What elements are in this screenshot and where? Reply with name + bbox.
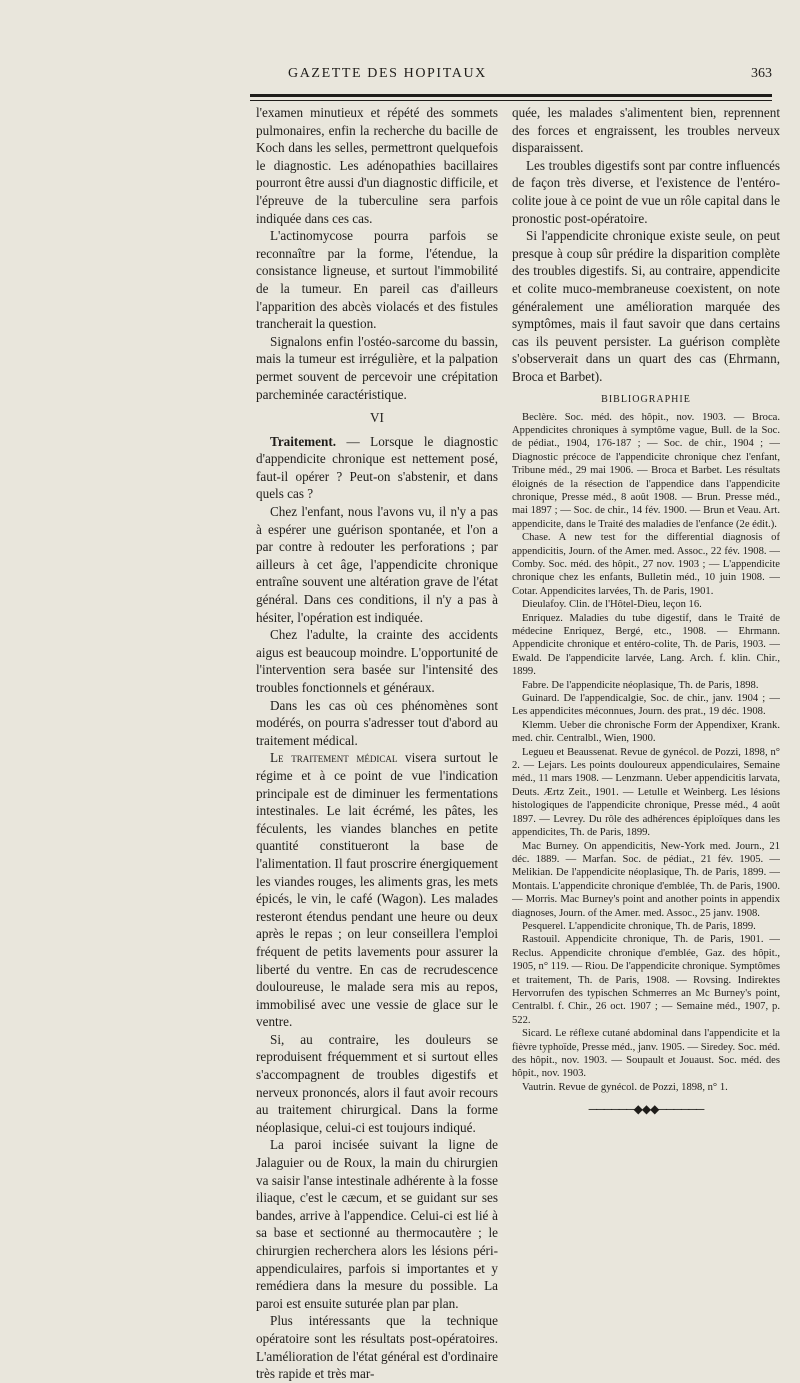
bib-entry: Enriquez. Maladies du tube digestif, dans le Traité de médecine Enriquez, Bergé, etc., 1908. — Ehrmann. Appendicite chronique et entéro-colite, Th. de Paris, 1903. — Ewald. De l'appendicite larvée, Lang. Arch. f. klin. Chir., 1899. <box>512 612 780 678</box>
bib-entry: Rastouil. Appendicite chronique, Th. de Paris, 1901. — Reclus. Appendicite chronique d'emblée, Gaz. des hôpit., 1905, n° 119. — Riou. De l'appendicite chronique. Symptômes et traitement, Th. de Paris, 1908. — Rovsing. Indirektes Hervorrufen des typischen Schmerres an Mc Burney's point, Centralbl. f. Chir., 26 oct. 1907 ; — Semaine méd., 1907, p. 522. <box>512 934 780 1026</box>
paragraph: Le traitement médical visera surtout le régime et à ce point de vue l'indication principale est de diminuer les fermentations intestinales. Le lait écrémé, les pâtes, les féculents, les viandes blanches en petite quantité constitueront la base de l'alimentation. Il faut proscrire énergiquement les viandes rouges, les aliments gras, les mets épicés, le vin, le café (Wagon). Les malades resteront étendus pendant une heure ou deux après le repas ; on leur conseillera l'emploi fréquent de petits lavements pour assurer la liberté du ventre. En cas de recrudescence douloureuse, le malade sera mis au repos, immobilisé avec une vessie de glace sur le ventre. <box>256 750 498 1030</box>
right-column <box>512 104 780 1117</box>
bib-entry: Chase. A new test for the differential diagnosis of appendicitis, Journ. of the Amer. med. Assoc., 22 fév. 1908. — Comby. Soc. méd. des hôpit., 27 nov. 1903 ; — L'appendicite chronique chez les enfants, Bulletin méd., 10 juin 1908. — Cotar. Appendicites larvées, Th. de Paris, 1901. <box>512 532 780 597</box>
lead-term: Traitement. <box>270 433 337 449</box>
paragraph: Dans les cas où ces phénomènes sont modérés, on pourra s'adresser tout d'abord au traitement médical. <box>256 697 498 748</box>
bib-entry: Vautrin. Revue de gynécol. de Pozzi, 1898, n° 1. <box>522 1081 728 1093</box>
paragraph: Signalons enfin l'ostéo-sarcome du bassin, mais la tumeur est irrégulière, et la palpation permet souvent de percevoir une crépitation parcheminée caractéristique. <box>256 333 498 402</box>
paragraph: Chez l'adulte, la crainte des accidents aigus est beaucoup moindre. L'opportunité de l'intervention sera basée sur l'intensité des troubles fonctionnels et généraux. <box>256 627 498 695</box>
bibliography <box>512 411 780 1095</box>
header-rule-thick <box>250 94 772 97</box>
bib-entry: Mac Burney. On appendicitis, New-York med. Journ., 21 déc. 1889. — Marfan. Soc. de pédiat., 21 fév. 1905. — Melikian. De l'appendicite néoplasique, Th. de Paris, 1899. — Montais. L'appendicite chronique d'emblée, Th. de Paris, 1900. — Morris. Mac Burney's point and another points in appendix diagnoses, Journ. of the Amer. med. Assoc., 25 janv. 1908. <box>512 840 780 919</box>
paragraph: Traitement. — Lorsque le diagnostic d'appendicite chronique est nettement posé, faut-il opérer ? Peut-on s'abstenir, et dans quels cas ? <box>256 433 498 502</box>
bib-entry: Dieulafoy. Clin. de l'Hôtel-Dieu, leçon 16. <box>522 599 702 611</box>
left-column <box>256 104 498 1383</box>
bibliography-heading: BIBLIOGRAPHIE <box>601 393 691 405</box>
section-heading: VI <box>370 410 384 426</box>
bib-entry: Sicard. Le réflexe cutané abdominal dans l'appendicite et la fièvre typhoïde, Presse méd., janv. 1905. — Siredey. Soc. méd. des hôpit., nov. 1903. — Soupault et Jouaust. Soc. méd. des hôpit., nov. 1903. <box>512 1028 780 1080</box>
bib-entry: Beclère. Soc. méd. des hôpit., nov. 1903. — Broca. Appendicites chroniques à symptôme vague, Bull. de la Soc. de pédiat., 1904, 176-187 ; — Soc. de chir., 1904 ; — Diagnostic précoce de l'appendicite chronique chez l'enfant, Tribune méd., 29 mai 1906. — Broca et Barbet. Les résultats éloignés de la résection de l'appendice dans l'appendicite chronique, Presse méd., 8 août 1908. — Brun. Presse méd., mai 1897 ; — Soc. de chir., 14 fév. 1900. — Brun et Veau. Art. appendicite, dans le Traité des maladies de l'enfance (2e édit.). <box>512 411 780 530</box>
page-number: 363 <box>751 66 772 81</box>
bib-entry: Pesquerel. L'appendicite chronique, Th. de Paris, 1899. <box>522 920 756 932</box>
paragraph: quée, les malades s'alimentent bien, reprennent des forces et engraissent, les troubles nerveux disparaissent. <box>512 105 780 156</box>
paragraph: Chez l'enfant, nous l'avons vu, il n'y a pas à espérer une guérison spontanée, et l'on a par contre à redouter les perforations ; par ailleurs à cet âge, l'appendicite chronique entraîne souvent une altération grave de l'état général. Dans ces conditions, il n'y a pas à hésiter, l'opération est indiquée. <box>256 504 498 625</box>
paragraph: Les troubles digestifs sont par contre influencés de façon très diverse, et l'existence de l'entéro-colite joue à ce point de vue un rôle capital dans le pronostic post-opératoire. <box>512 157 780 226</box>
paragraph: Plus intéressants que la technique opératoire sont les résultats post-opératoires. L'amélioration de l'état général est d'ordinaire très rapide et très mar- <box>256 1313 498 1382</box>
lead-term: Le traitement médical <box>270 750 398 766</box>
paragraph: Si, au contraire, les douleurs se reproduisent fréquemment et si surtout elles s'accompagnent de troubles digestifs et nerveux prononcés, alors il faut avoir recours au traitement chirurgical. Dans la forme néoplasique, celui-ci est toujours indiqué. <box>256 1031 498 1135</box>
end-ornament: ──────◆◆◆────── <box>588 1102 704 1117</box>
bib-entry: Guinard. De l'appendicalgie, Soc. de chir., janv. 1904 ; — Les appendicites méconnues, Journ. des prat., 19 déc. 1908. <box>512 693 780 718</box>
paragraph: La paroi incisée suivant la ligne de Jalaguier ou de Roux, la main du chirurgien va saisir l'anse intestinale adhérente à la fosse iliaque, c'est le cæcum, et se guidant sur ses bandes, arrive à l'appendice. Celui-ci est lié à sa base et sectionné au thermocautère ; le chirurgien recherchera alors les lésions péri-appendiculaires, parfois si importantes et y remédiera dans la mesure du possible. La paroi est ensuite suturée plan par plan. <box>256 1137 498 1311</box>
bib-entry: Legueu et Beaussenat. Revue de gynécol. de Pozzi, 1898, n° 2. — Lejars. Les points douloureux appendiculaires, Semaine méd., 11 mars 1908. — Lenzmann. Ueber appendicitis larvata, Deuts. Ærtz Zeit., 1901. — Letulle et Weinberg. Les lésions histologiques de l'appendicite chronique, Presse méd., 4 août 1897. — Levrey. Du rôle des adhérences épiploïques dans les appendicites, Th. de Paris, 1899. <box>512 746 780 839</box>
paragraph: Si l'appendicite chronique existe seule, on peut presque à coup sûr prédire la disparition complète des troubles digestifs. Si, au contraire, appendicite et colite muco-membraneuse coexistent, on note généralement une amélioration marquée des symptômes, mais il faut savoir que dans certains cas ils peuvent persister. La guérison complète s'observerait dans un quart des cas (Ehrmann, Broca et Barbet). <box>512 228 780 384</box>
paragraph: L'actinomycose pourra parfois se reconnaître par la forme, l'étendue, la consistance ligneuse, et surtout l'immobilité de la tumeur. En pareil cas d'ailleurs l'apparition des abcès violacés et des fistules trancherait la question. <box>256 228 498 332</box>
bib-entry: Klemm. Ueber die chronische Form der Appendixer, Krank. med. chir. Centralbl., Wien, 1900. <box>512 719 780 745</box>
paragraph: l'examen minutieux et répété des sommets pulmonaires, enfin la recherche du bacille de Koch dans les selles, permettront quelquefois le diagnostic. Les adénopathies bacillaires pourront être aussi d'un diagnostic difficile, et l'épreuve de la tuberculine sera parfois indiquée dans ces cas. <box>256 105 498 226</box>
journal-title: GAZETTE DES HOPITAUX <box>288 66 487 81</box>
header-rule-thin <box>250 100 772 101</box>
bib-entry: Fabre. De l'appendicite néoplasique, Th. de Paris, 1898. <box>522 679 759 691</box>
